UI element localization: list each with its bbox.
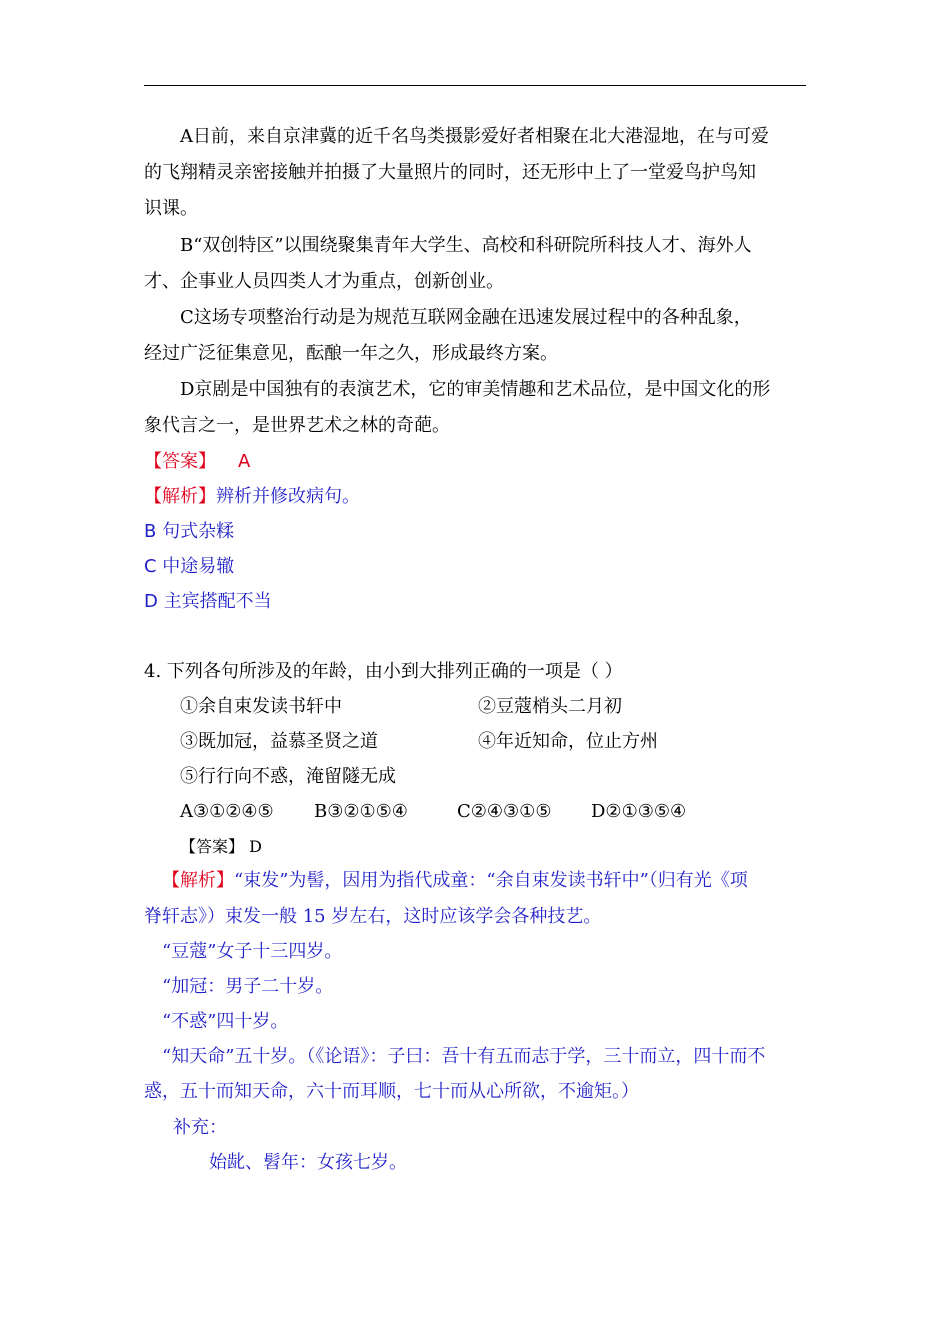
q4-item-5: ⑤行行向不惑，淹留隧无成 [180, 766, 396, 787]
q4-analysis-label: 【解析】 [162, 870, 234, 891]
q4-stem: 4. 下列各句所涉及的年龄，由小到大排列正确的一项是（ ） [144, 661, 623, 682]
q4-analysis-line6: “知天命”五十岁。（《论语》：子曰：吾十有五而志于学，三十而立，四十而不 [162, 1046, 766, 1067]
q3-option-b-line2: 才、企事业人员四类人才为重点，创新创业。 [144, 271, 504, 292]
header-rule [144, 85, 806, 86]
q3-option-a-line3: 识课。 [144, 198, 198, 219]
q4-choice-a: A③①②④⑤ [180, 801, 274, 822]
q3-option-b-line1: B“双创特区”以围绕聚集青年大学生、高校和科研院所科技人才、海外人 [180, 235, 752, 256]
q4-supplement-label: 补充： [173, 1117, 227, 1138]
q4-analysis-text-1: “束发”为髻，因用为指代成童：“余自束发读书轩中”（归有光《项 [234, 870, 748, 891]
q3-analysis-label: 【解析】 [144, 486, 216, 507]
q3-option-c-line1: C这场专项整治行动是为规范互联网金融在迅速发展过程中的各种乱象， [180, 307, 752, 328]
q3-note-c: C 中途易辙 [144, 556, 235, 577]
q3-note-b: B 句式杂糅 [144, 521, 235, 542]
q4-supplement-line: 始龀、髫年：女孩七岁。 [209, 1152, 407, 1173]
q4-analysis-line7: 惑，五十而知天命，六十而耳顺，七十而从心所欲，不逾矩。） [144, 1081, 639, 1102]
q4-item-1: ①余自束发读书轩中 [180, 696, 342, 717]
q4-analysis-line2: 脊轩志》）束发一般 15 岁左右，这时应该学会各种技艺。 [144, 906, 602, 927]
q3-analysis-text: 辨析并修改病句。 [216, 486, 360, 507]
q4-answer: 【答案】 D [180, 837, 262, 856]
q4-analysis-line1 [162, 869, 748, 893]
q3-option-c-line2: 经过广泛征集意见，酝酿一年之久，形成最终方案。 [144, 343, 558, 364]
q4-analysis-line5: “不惑”四十岁。 [162, 1011, 289, 1032]
q4-choice-c: C②④③①⑤ [457, 801, 552, 822]
q4-item-4: ④年近知命，位止方州 [478, 731, 658, 752]
q4-analysis-line3: “豆蔻”女子十三四岁。 [162, 941, 343, 962]
q4-item-3: ③既加冠，益慕圣贤之道 [180, 731, 378, 752]
q3-answer-value: A [238, 451, 251, 472]
q3-analysis [144, 485, 360, 509]
q4-choice-d: D②①③⑤④ [591, 801, 687, 822]
q3-answer [144, 450, 250, 474]
q3-note-d: D 主宾搭配不当 [144, 591, 272, 612]
q3-option-a-line2: 的飞翔精灵亲密接触并拍摄了大量照片的同时，还无形中上了一堂爱鸟护鸟知 [144, 162, 756, 183]
q4-item-2: ②豆蔻梢头二月初 [478, 696, 622, 717]
q4-choice-b: B③②①⑤④ [314, 801, 408, 822]
q3-option-a-line1: A日前，来自京津冀的近千名鸟类摄影爱好者相聚在北大港湿地，在与可爱 [180, 126, 769, 147]
q4-analysis-line4: “加冠：男子二十岁。 [162, 976, 334, 997]
q3-option-d-line1: D京剧是中国独有的表演艺术，它的审美情趣和艺术品位，是中国文化的形 [180, 379, 771, 400]
q3-answer-label: 【答案】 [144, 451, 216, 472]
q3-option-d-line2: 象代言之一，是世界艺术之林的奇葩。 [144, 415, 450, 436]
